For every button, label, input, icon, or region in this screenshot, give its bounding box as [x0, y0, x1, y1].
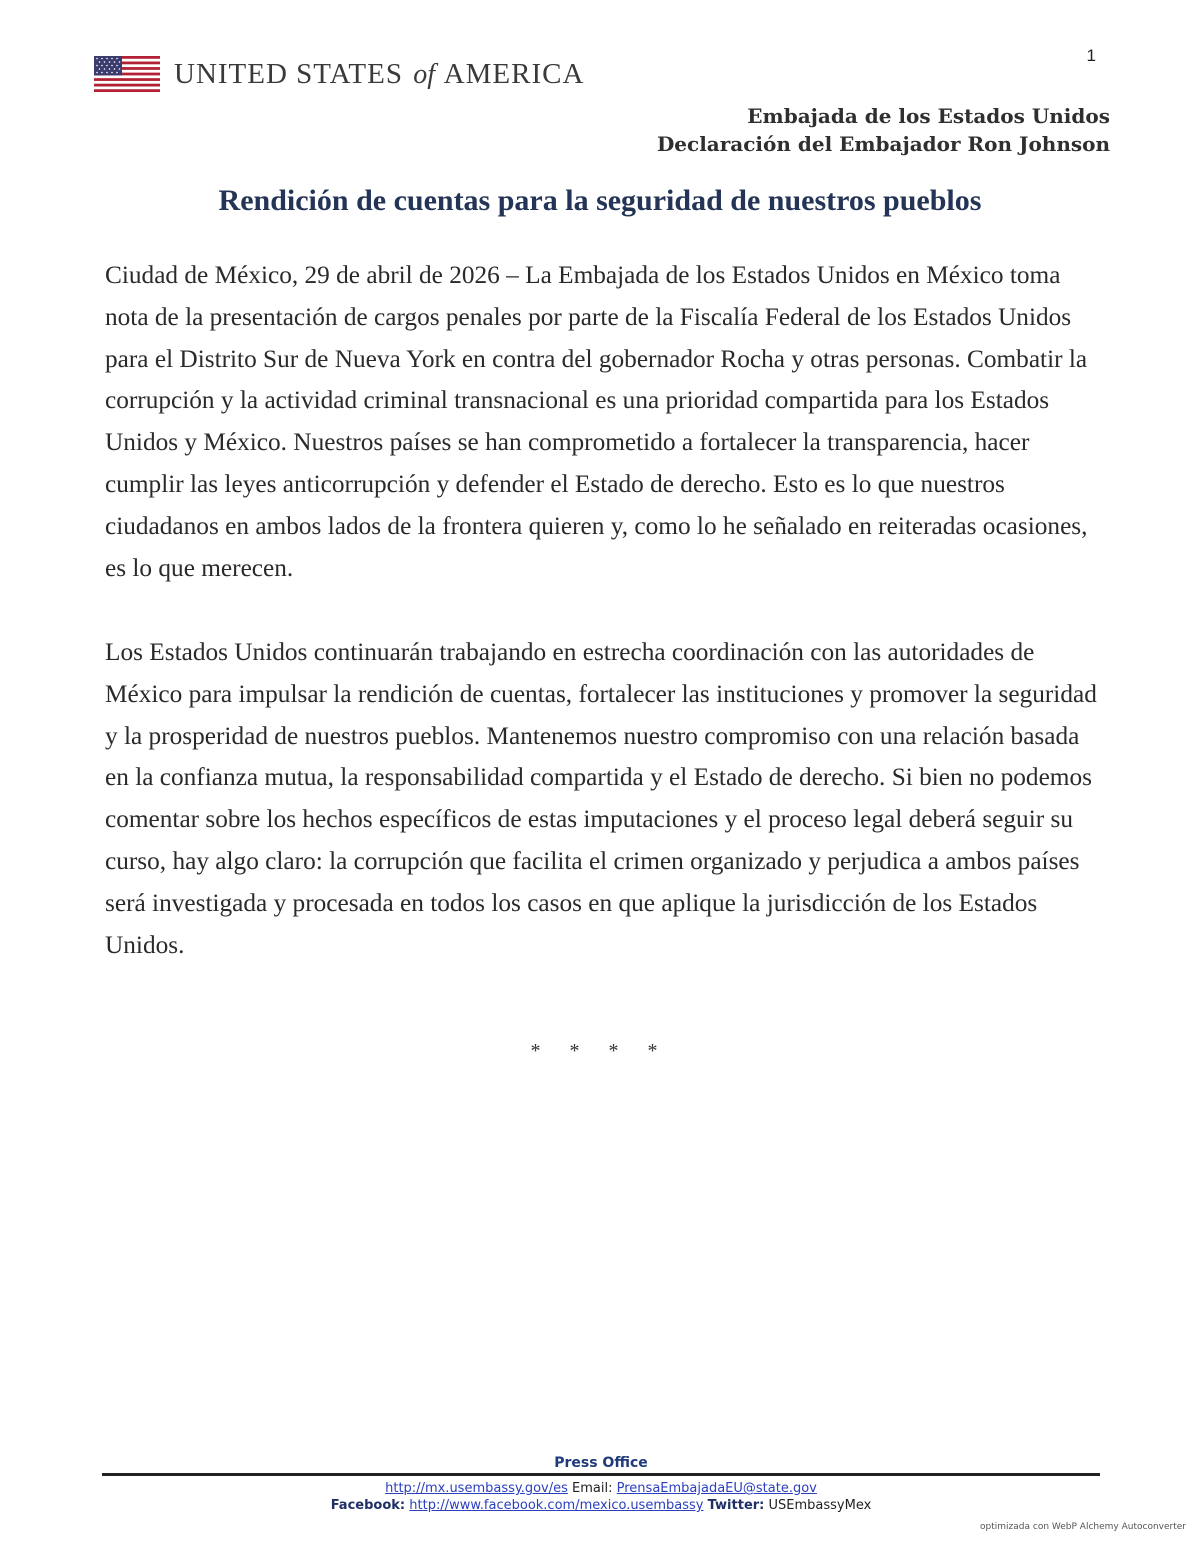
page-number: 1 [1086, 46, 1096, 65]
body-paragraph-2: Los Estados Unidos continuarán trabajando en estrecha coordinación con las autoridades de México para impulsar la rendición de cuentas, fortalecer las instituciones y promover la seguridad y la prosperidad de nuestros pueblos. Mantenemos nuestro compromiso con una relación basada en la confianza mutua, la responsabilidad compartida y el Estado de derecho. Si bien no podemos comentar sobre los hechos específicos de estas imputaciones y el proceso legal deberá seguir su curso, hay algo claro: la corrupción que facilita el crimen organizado y perjudica a ambos países será investigada y procesada en todos los casos en que aplique la jurisdicción de los Estados Unidos. [105, 638, 1097, 959]
footer-social-line [102, 1497, 1100, 1514]
twitter-label: Twitter: [707, 1498, 765, 1513]
issuer-line-statement: Declaración del Embajador Ron Johnson [656, 132, 1110, 156]
converter-watermark: optimizada con WebP Alchemy Autoconverter [980, 1522, 1186, 1532]
website-link[interactable]: http://mx.usembassy.gov/es [385, 1481, 568, 1496]
email-link[interactable]: PrensaEmbajadaEU@state.gov [616, 1481, 817, 1496]
email-label: Email: [572, 1481, 613, 1496]
facebook-label: Facebook: [330, 1498, 406, 1513]
document-title: Rendición de cuentas para la seguridad de nuestros pueblos [218, 184, 982, 217]
footer-divider [102, 1473, 1100, 1476]
footer [102, 1454, 1100, 1514]
us-flag-icon [94, 56, 160, 92]
footer-title: Press Office [554, 1455, 648, 1471]
footer-contact-line [102, 1480, 1100, 1497]
brand-text-of: of [413, 58, 436, 90]
facebook-link[interactable]: http://www.facebook.com/mexico.usembassy [409, 1498, 704, 1513]
brand-text-after: AMERICA [443, 57, 585, 90]
brand-wordmark [174, 58, 584, 91]
issuer-line-embassy: Embajada de los Estados Unidos [747, 104, 1110, 128]
brand-header [94, 56, 584, 92]
end-marker: * * * * [530, 1040, 670, 1062]
issuer-block [657, 102, 1110, 158]
body-paragraph-1: Ciudad de México, 29 de abril de 2026 – La Embajada de los Estados Unidos en México toma nota de la presentación de cargos penales por parte de la Fiscalía Federal de los Estados Unidos para el Distrito Sur de Nueva York en contra del gobernador Rocha y otras personas. Combatir la corrupción y la actividad criminal transnacional es una prioridad compartida para los Estados Unidos y México. Nuestros países se han comprometido a fortalecer la transparencia, hacer cumplir las leyes anticorrupción y defender el Estado de derecho. Esto es lo que nuestros ciudadanos en ambos lados de la frontera quieren y, como lo he señalado en reiteradas ocasiones, es lo que merecen. [105, 261, 1088, 582]
twitter-handle: USEmbassyMex [768, 1498, 872, 1513]
brand-text-before: UNITED STATES [174, 57, 403, 90]
